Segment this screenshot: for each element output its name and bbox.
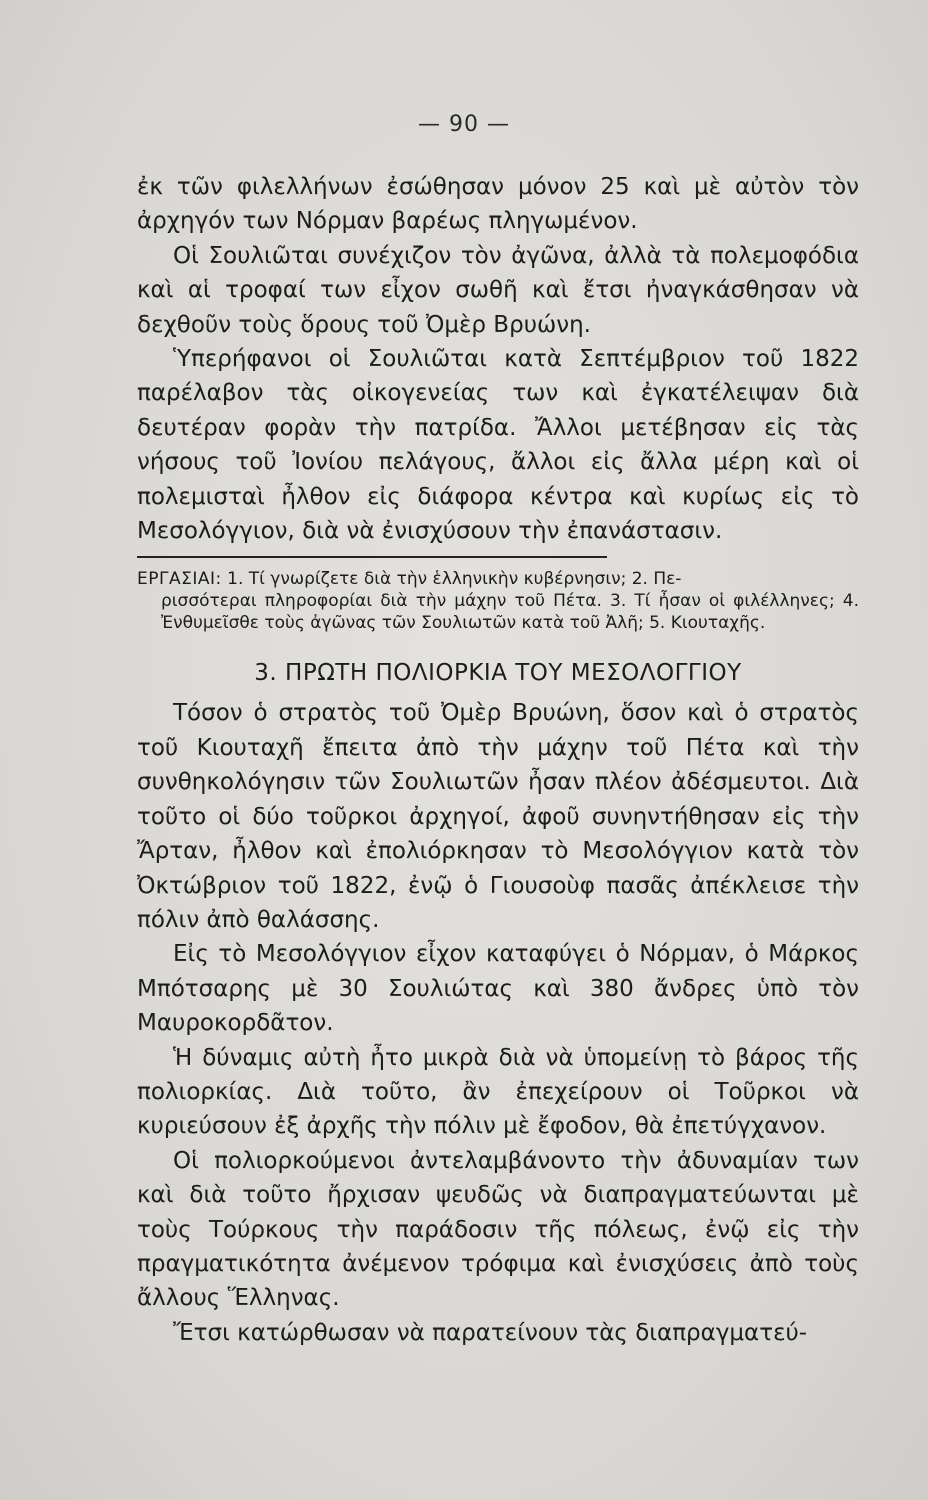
section-heading: 3. ΠΡΩΤΗ ΠΟΛΙΟΡΚΙΑ ΤΟΥ ΜΕΣΟΛΟΓΓΙΟΥ bbox=[254, 660, 742, 687]
paragraph: Ἔτσι κατώρθωσαν νὰ παρατείνουν τὰς διαπραγματεύ- bbox=[173, 1319, 808, 1346]
page-number: — 90 — bbox=[418, 112, 510, 137]
exercises-block bbox=[137, 568, 859, 634]
paragraph: Εἰς τὸ Μεσολόγγιον εἶχον καταφύγει ὁ Νόρμαν, ὁ Μάρκος Μπότσαρης μὲ 30 Σουλιώτας καὶ 380 ἄνδρες ὑπὸ τὸν Μαυροκορδᾶτον. bbox=[137, 941, 859, 1037]
exercises-label: ΕΡΓΑΣΙΑΙ: bbox=[137, 569, 222, 590]
page-body bbox=[137, 170, 859, 1350]
exercises-first-line: 1. Τί γνωρίζετε διὰ τὴν ἑλληνικὴν κυβέρνησιν; 2. Πε- bbox=[227, 569, 682, 590]
paragraph: Οἱ πολιορκούμενοι ἀντελαμβάνοντο τὴν ἀδυναμίαν των καὶ διὰ τοῦτο ἤρχισαν ψευδῶς νὰ διαπραγματεύωνται μὲ τοὺς Τούρκους τὴν παράδοσιν τῆς πόλεως, ἐνῷ εἰς τὴν πραγματικότητα ἀνέμενον τρόφιμα καὶ ἐνισχύσεις ἀπὸ τοὺς ἄλλους Ἕλληνας. bbox=[137, 1147, 859, 1312]
paragraph: ἐκ τῶν φιλελλήνων ἐσώθησαν μόνον 25 καὶ μὲ αὐτὸν τὸν ἀρχηγόν των Νόρμαν βαρέως πληγωμένον. bbox=[137, 174, 859, 235]
paragraph: Ὑπερήφανοι οἱ Σουλιῶται κατὰ Σεπτέμβριον τοῦ 1822 παρέλαβον τὰς οἰκογενείας των καὶ ἐγκατέλειψαν διὰ δευτέραν φορὰν τὴν πατρίδα. Ἄλλοι μετέβησαν εἰς τὰς νήσους τοῦ Ἰονίου πελάγους, ἄλλοι εἰς ἄλλα μέρη καὶ οἱ πολεμισταὶ ἦλθον εἰς διάφορα κέντρα καὶ κυρίως εἰς τὸ Μεσολόγγιον, διὰ νὰ ἐνισχύσουν τὴν ἐπανάστασιν. bbox=[137, 346, 859, 545]
top-paragraphs bbox=[137, 170, 859, 548]
paragraph: Ἡ δύναμις αὐτὴ ἦτο μικρὰ διὰ νὰ ὑπομείνῃ τὸ βάρος τῆς πολιορκίας. Διὰ τοῦτο, ἂν ἐπεχείρουν οἱ Τοῦρκοι νὰ κυριεύσουν ἐξ ἀρχῆς τὴν πόλιν μὲ ἔφοδον, θὰ ἐπετύγχανον. bbox=[137, 1044, 859, 1140]
divider-rule bbox=[137, 556, 607, 558]
paragraph: Οἱ Σουλιῶται συνέχιζον τὸν ἀγῶνα, ἀλλὰ τὰ πολεμοφόδια καὶ αἱ τροφαί των εἶχον σωθῆ καὶ ἔτσι ἠναγκάσθησαν νὰ δεχθοῦν τοὺς ὅρους τοῦ Ὀμὲρ Βρυώνη. bbox=[137, 242, 859, 338]
paragraph: Τόσον ὁ στρατὸς τοῦ Ὀμὲρ Βρυώνη, ὅσον καὶ ὁ στρατὸς τοῦ Κιουταχῆ ἔπειτα ἀπὸ τὴν μάχην τοῦ Πέτα καὶ τὴν συνθηκολόγησιν τῶν Σουλιωτῶν ἦσαν πλέον ἀδέσμευτοι. Διὰ τοῦτο οἱ δύο τοῦρκοι ἀρχηγοί, ἀφοῦ συνηντήθησαν εἰς τὴν Ἄρταν, ἦλθον καὶ ἐπολιόρκησαν τὸ Μεσολόγγιον κατὰ τὸν Ὀκτώβριον τοῦ 1822, ἐνῷ ὁ Γιουσοὺφ πασᾶς ἀπέκλεισε τὴν πόλιν ἀπὸ θαλάσσης. bbox=[137, 700, 859, 933]
exercises-continuation: ρισσότεραι πληροφορίαι διὰ τὴν μάχην τοῦ Πέτα. 3. Τί ἦσαν οἱ φιλέλληνες; 4. Ἐνθυμεῖσθε τοὺς ἀγῶνας τῶν Σουλιωτῶν κατὰ τοῦ Ἀλῆ; 5. Κιουταχῆς. bbox=[161, 591, 859, 634]
bottom-paragraphs bbox=[137, 696, 859, 1350]
